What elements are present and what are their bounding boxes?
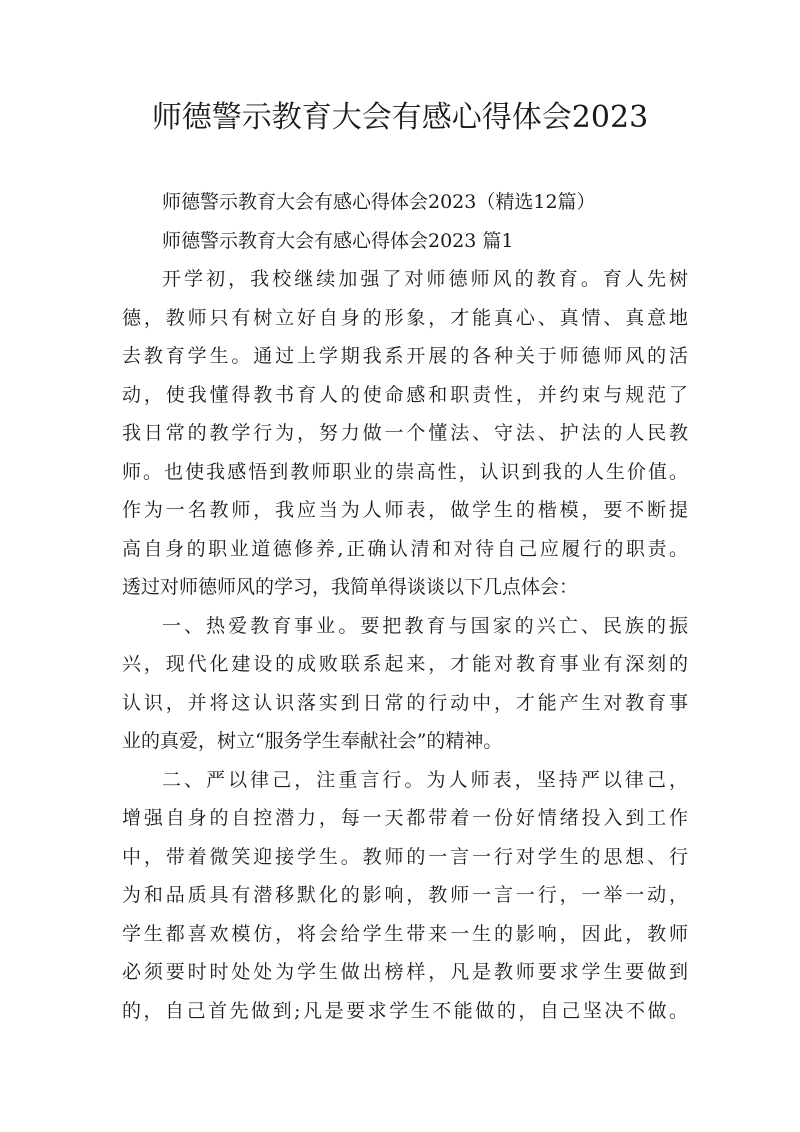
document-title: 师德警示教育大会有感心得体会2023 [151,100,649,135]
body-line: 透过对师德师风的学习，我简单得谈谈以下几点体会： [122,576,579,598]
body-line: 认识，并将这认识落实到日常的行动中，才能产生对教育事 [122,691,688,714]
body-line: 师德警示教育大会有感心得体会2023 篇1 [162,229,514,252]
body-line: 师德警示教育大会有感心得体会2023（精选12篇） [162,191,596,213]
body-line: 兴，现代化建设的成败联系起来，才能对教育事业有深刻的 [122,653,688,675]
body-line: 高自身的职业道德修养,正确认清和对待自己应履行的职责。 [122,537,688,560]
body-line: 去教育学生。通过上学期我系开展的各种关于师德师风的活 [122,345,688,367]
body-line: 作为一名教师，我应当为人师表，做学生的楷模，要不断提 [122,499,688,521]
body-line: 的，自己首先做到;凡是要求学生不能做的，自己坚决不做。 [122,999,688,1022]
body-line: 开学初，我校继续加强了对师德师风的教育。育人先树 [162,268,688,290]
body-line: 师。也使我感悟到教师职业的崇高性，认识到我的人生价值。 [122,460,688,483]
body-line: 中，带着微笑迎接学生。教师的一言一行对学生的思想、行 [122,845,688,868]
body-line: 二、严以律己，注重言行。为人师表，坚持严以律己， [162,768,688,791]
body-line: 学生都喜欢模仿，将会给学生带来一生的影响，因此，教师 [122,922,688,945]
body-line: 我日常的教学行为，努力做一个懂法、守法、护法的人民教 [122,422,688,444]
body-line: 必须要时时处处为学生做出榜样，凡是教师要求学生要做到 [122,961,688,983]
body-line: 动，使我懂得教书育人的使命感和职责性，并约束与规范了 [122,383,688,406]
body-line: 业的真爱，树立“服务学生奉献社会”的精神。 [122,730,503,752]
body-line: 德，教师只有树立好自身的形象，才能真心、真情、真意地 [122,306,688,329]
body-line: 增强自身的自控潜力，每一天都带着一份好情绪投入到工作 [122,807,688,829]
document-body [122,183,688,1030]
body-line: 一、热爱教育事业。要把教育与国家的兴亡、民族的振 [162,614,688,637]
body-line: 为和品质具有潜移默化的影响，教师一言一行，一举一动， [122,884,688,906]
